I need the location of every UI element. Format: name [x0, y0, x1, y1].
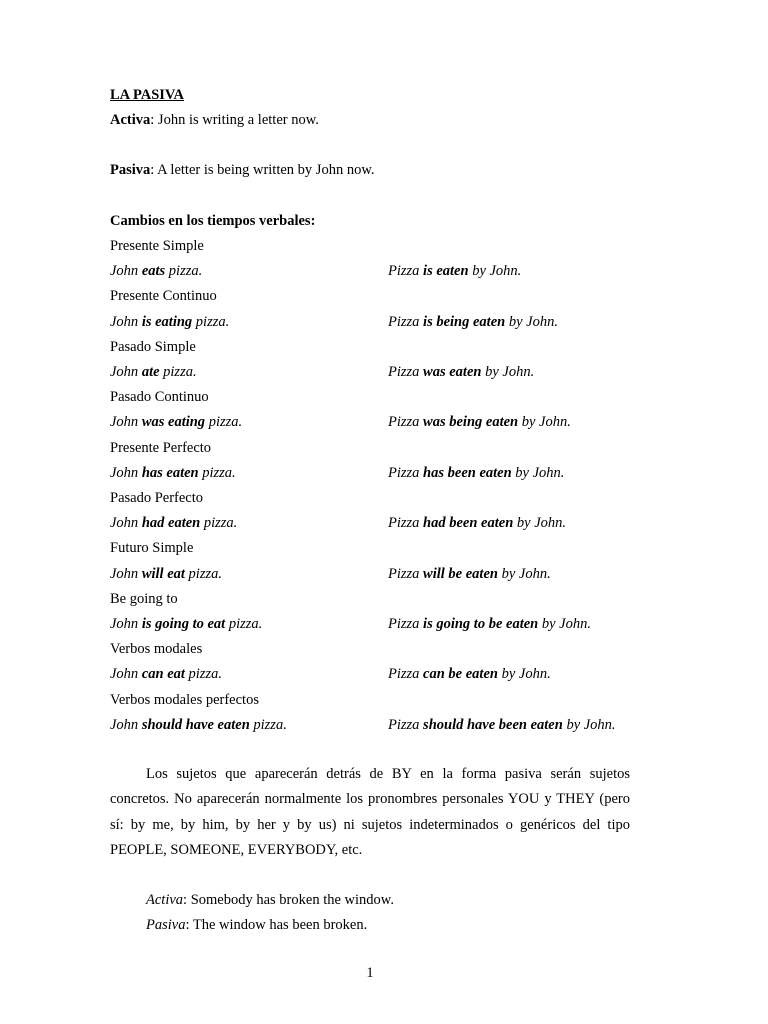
- passive-sentence-verb: was eaten: [423, 364, 482, 380]
- passive-sentence-pre: Pizza: [388, 716, 424, 733]
- active-sentence-pre: John: [110, 716, 142, 733]
- passive-sentence-pre: Pizza: [388, 565, 424, 582]
- active-sentence-pre: John: [110, 263, 142, 280]
- active-sentence: [110, 262, 202, 280]
- tense-name: Verbos modales: [110, 641, 203, 658]
- example2-activa-text: : Somebody has broken the window.: [183, 892, 394, 908]
- active-sentence-post: pizza.: [159, 364, 197, 380]
- passive-sentence: [388, 716, 616, 734]
- example2-pasiva: [146, 916, 367, 934]
- activa-label: Activa: [110, 112, 151, 128]
- active-sentence: [110, 313, 229, 331]
- active-sentence: [110, 464, 236, 482]
- tense-name: Verbos modales perfectos: [110, 691, 259, 708]
- passive-sentence-post: by John.: [513, 515, 567, 532]
- pasiva-separator: :: [150, 162, 158, 178]
- passive-sentence: [388, 514, 566, 532]
- passive-sentence-post: by John.: [497, 565, 551, 582]
- active-sentence-verb: has eaten: [141, 464, 199, 481]
- passive-sentence-post: by John.: [511, 464, 565, 481]
- active-sentence: [110, 716, 287, 734]
- tense-name: Pasado Perfecto: [110, 490, 204, 506]
- active-sentence-pre: John: [110, 515, 142, 532]
- pasiva-label: Pasiva: [110, 162, 151, 178]
- active-sentence-verb: eats: [141, 263, 166, 280]
- passive-sentence-pre: Pizza: [388, 313, 424, 330]
- tense-name: Be going to: [110, 590, 178, 607]
- page-title: LA PASIVA: [110, 87, 185, 103]
- passive-sentence: [388, 565, 551, 583]
- example2-pasiva-text: : The window has been broken.: [185, 917, 368, 933]
- cambios-heading: Cambios en los tiempos verbales:: [110, 213, 316, 229]
- active-sentence: [110, 615, 262, 633]
- active-sentence-post: pizza.: [184, 565, 222, 582]
- active-sentence-post: pizza.: [200, 515, 238, 532]
- example2-activa-label: Activa: [146, 892, 184, 908]
- tense-name: Pasado Simple: [110, 338, 196, 355]
- active-sentence-post: pizza.: [225, 616, 263, 632]
- passive-sentence-verb: should have been eaten: [423, 716, 563, 733]
- passive-sentence-post: by John.: [518, 414, 571, 431]
- active-sentence-pre: John: [110, 313, 142, 330]
- tense-name: Presente Perfecto: [110, 439, 212, 456]
- active-sentence-verb: should have eaten: [141, 716, 250, 733]
- active-sentence-pre: John: [110, 364, 142, 380]
- active-sentence-post: pizza.: [184, 666, 222, 683]
- active-sentence-verb: ate: [141, 364, 160, 380]
- active-sentence: [110, 665, 222, 683]
- passive-sentence-post: by John.: [538, 616, 591, 632]
- activa-example: [110, 111, 319, 129]
- passive-sentence-post: by John.: [562, 716, 616, 733]
- passive-sentence-pre: Pizza: [388, 263, 424, 280]
- passive-sentence: [388, 363, 534, 381]
- active-sentence-post: pizza.: [249, 716, 287, 733]
- active-sentence: [110, 565, 222, 583]
- active-sentence-pre: John: [110, 616, 142, 632]
- active-sentence-verb: had eaten: [141, 515, 201, 532]
- passive-sentence: [388, 615, 591, 633]
- passive-sentence-verb: can be eaten: [423, 666, 498, 683]
- active-sentence-post: pizza.: [198, 464, 236, 481]
- passive-sentence-verb: is eaten: [423, 263, 469, 280]
- passive-sentence-pre: Pizza: [388, 616, 424, 632]
- passive-sentence-verb: is going to be eaten: [423, 616, 539, 632]
- example2-activa: [146, 891, 394, 909]
- tense-name: Futuro Simple: [110, 540, 194, 557]
- passive-sentence-post: by John.: [497, 666, 551, 683]
- active-sentence-verb: is eating: [141, 313, 193, 330]
- passive-sentence-verb: is being eaten: [423, 313, 506, 330]
- passive-sentence-post: by John.: [468, 263, 522, 280]
- explanation-paragraph: Los sujetos que aparecerán detrás de BY en la forma pasiva serán sujetos concretos. No aparecerán normalmente los pronombres personales YOU y THEY (pero sí: by me, by him, by her y by us) ni sujetos indeterminados o genéricos del tipo PEOPLE, SOMEONE, EVERYBODY, etc.: [110, 766, 630, 858]
- example2-pasiva-label: Pasiva: [146, 917, 186, 933]
- active-sentence-pre: John: [110, 565, 142, 582]
- passive-sentence-verb: will be eaten: [423, 565, 498, 582]
- passive-sentence-post: by John.: [481, 364, 535, 380]
- pasiva-example: [110, 161, 374, 179]
- page-number: 1: [366, 965, 374, 981]
- tense-name: Presente Simple: [110, 238, 204, 254]
- passive-sentence: [388, 413, 571, 431]
- passive-sentence-verb: was being eaten: [423, 414, 519, 431]
- passive-sentence: [388, 665, 551, 683]
- activa-text: John is writing a letter now.: [157, 112, 319, 128]
- active-sentence: [110, 413, 242, 431]
- active-sentence-verb: will eat: [141, 565, 185, 582]
- active-sentence: [110, 514, 237, 532]
- passive-sentence-pre: Pizza: [388, 414, 424, 431]
- passive-sentence-pre: Pizza: [388, 464, 424, 481]
- passive-sentence: [388, 313, 558, 331]
- active-sentence-post: pizza.: [205, 414, 243, 431]
- active-sentence-pre: John: [110, 464, 142, 481]
- passive-sentence-verb: had been eaten: [423, 515, 514, 532]
- active-sentence-pre: John: [110, 414, 142, 431]
- activa-separator: :: [150, 112, 158, 128]
- passive-sentence: [388, 262, 521, 280]
- active-sentence-verb: can eat: [141, 666, 185, 683]
- active-sentence-pre: John: [110, 666, 142, 683]
- passive-sentence-pre: Pizza: [388, 666, 424, 683]
- passive-sentence-pre: Pizza: [388, 364, 424, 380]
- passive-sentence-post: by John.: [505, 313, 558, 330]
- active-sentence-verb: is going to eat: [141, 616, 226, 632]
- active-sentence: [110, 363, 197, 381]
- passive-sentence-pre: Pizza: [388, 515, 424, 532]
- active-sentence-post: pizza.: [165, 263, 203, 280]
- tense-name: Pasado Continuo: [110, 389, 209, 406]
- active-sentence-verb: was eating: [141, 414, 206, 431]
- active-sentence-post: pizza.: [192, 313, 230, 330]
- tense-name: Presente Continuo: [110, 288, 217, 305]
- pasiva-text: A letter is being written by John now.: [157, 162, 375, 178]
- passive-sentence-verb: has been eaten: [423, 464, 512, 481]
- passive-sentence: [388, 464, 564, 482]
